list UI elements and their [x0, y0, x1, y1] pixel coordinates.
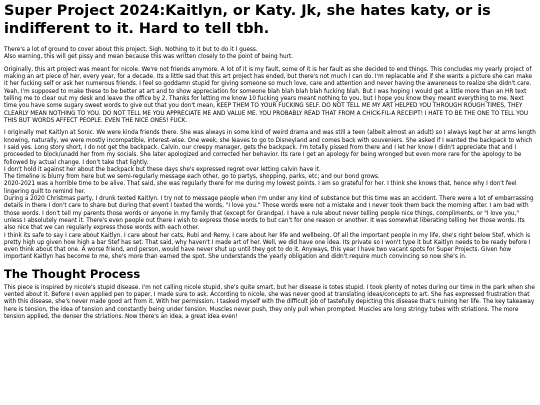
body-line: During a 2020 Christmas party, I drunk texted Kaitlyn. I try not to message people when I'm under any kind of substance but this time was an accident. There were a lot of embarrassing details in there I don't care to share but during that event I texted the words, "I love you." Those words were not a mistake and I never took them back the morning after. I am bad with those words. I don't tell my parents those words or anyone in my family that (except for Grandpa). I have a rule about never telling people nice things, compliments, or "I love you," unless I absolutely meant it. There's even people out there I wish to express those words to but can't for one reason or another. It was somewhat liberating telling her those words. Its also nice that we can regularly express those words with each other.: [4, 196, 534, 232]
intro-line: There's a lot of ground to cover about this project. Sigh. Nothing to it but to do it I guess.: [4, 47, 258, 53]
section-paragraph: This piece is inspired by nicole's stupid disease. I'm not calling nicole stupid, she's quite smart, but her disease is totes stupid. I took plenty of notes during our time in the park when she vented about it. Before I even applied pen to paper, I made sure to ask. According to nicole, she was never good at translating ideas/concepts to art. She has expressed frustration that with this disease, she's never made good art from it. With her permission, I tasked myself with the difficult job of tastefully depicting this disease that's ruining her life. The key takeaway here is tension, the idea of tension and constantly being under tension. Muscles never push, they only pull when prompted. Muscles are long stringy tubes with striations. The more tension applied, the denser the striations. Now there's an idea, a great idea even!: [4, 284, 535, 321]
body-line: I don't hold it against her about the backpack but these days she's expressed regret over letting calvin have it.: [4, 166, 321, 173]
body-paragraph: Originally, this art project was meant for nicole. We're not friends anymore. A lot of it is my fault, some of it is her fault as she decided to end things. This concludes my yearly project of making an art piece of her, every year, for a decade. Its a little sad that this art project has ended, but there's not much I can do. I'm replacable and if she wants a picture she can make it her fucking self or ask her numerous friends. I feel so goddamn stupid for giving someone so much love, care and attention and never having the awareness to realize she didn't care. Yeah, I'm supposed to make these to be better at art and to show appreciation for someone blah blah blah blah fucking blah. But I was hoping I would get a little more than an HR text telling me to clear out my desk and leave the office by 2. Thanks for letting me know 10 fucking years meant nothing to you, but I hope you know they meant everything to me. Next time you have some sugary sweet words to give out that you don't mean, KEEP THEM TO YOUR FUCKING SELF. DO NOT TELL ME MY ART HELPED YOU THROUGH ROUGH TIMES, THEY CLEARLY MEAN NOTHING TO YOU. DO NOT TELL ME YOU APPRECIATE ME AND VALUE ME. YOU PROBABLY READ THAT FROM A CHICK-FIL-A RECEIPT! I HATE TO BE THE ONE TO TELL YOU THIS BUT WORDS AFFECT PEOPLE. EVEN THE NICE ONES! FUCK.: [4, 66, 532, 124]
body-line: 2020-2021 was a horrible time to be alive. That said, she was regularly there for me during my lowest points. I am so grateful for her. I think she knows that, hence why I don't feel lingering guilt to remind her.: [4, 181, 517, 195]
intro-line: Also warning, this will get pissy and mean because this was written closely to the point of being hurt.: [4, 54, 293, 61]
intro-paragraph: [4, 47, 536, 62]
body-line: The timeline is blurry from here but we semi-regularly message each other, go to partys, shopping, parks, etc; and our bond grows.: [4, 174, 380, 181]
body-paragraph: [4, 130, 536, 261]
page-title: Super Project 2024:Kaitlyn, or Katy. Jk, she hates katy, or is indifferent to it. Hard to tell tbh.: [4, 3, 491, 37]
body-line: I think its safe to say I care about Kaitlyn. I care about her cats, Rubi and Remy. I care about her life and wellbeing. Of all the important people in my life, she's right below Stef, which is pretty high up given how high a bar Stef has set. That said, why haven't I made art of her. Well, we did have one idea. Its private so I won't type it but Kaitlyn needs to be ready before I even think about that one. A worse friend, and person, would have never shut up until they got to do it. Anyways, this year I have two vacant spots for Super Projects. Given how important Kaitlyn has become to me, she's more than earned the spot. She understands the yearly obligation and didn't require much convincing so now she's in.: [4, 232, 531, 261]
body-line: I originally met Kaitlyn at Sonic. We were kinda friends there. She was always in some kind of weird drama and was still a teen (albeit almost an adult) so I always kept her at arms length knowing, naturally, we were mostly incompatible, interest-wise. One week, she leaves to go to Disneyland and comes back with souveniers. She asked if I wanted the backpack to which I said yes. Long story short, I do not get the backpack. Calvin, our creepy manager, gets the backpack. I'm totally pissed from there and I let her know I didn't appreciate that and I proceeded to block/unadd her from my socials. She later apologized and corrected her behavior. Its rare I get an apology for being wronged but even more rare for the apology to be followed by actual change. I don't take that lightly.: [4, 130, 536, 166]
section-heading: The Thought Process: [4, 266, 141, 281]
